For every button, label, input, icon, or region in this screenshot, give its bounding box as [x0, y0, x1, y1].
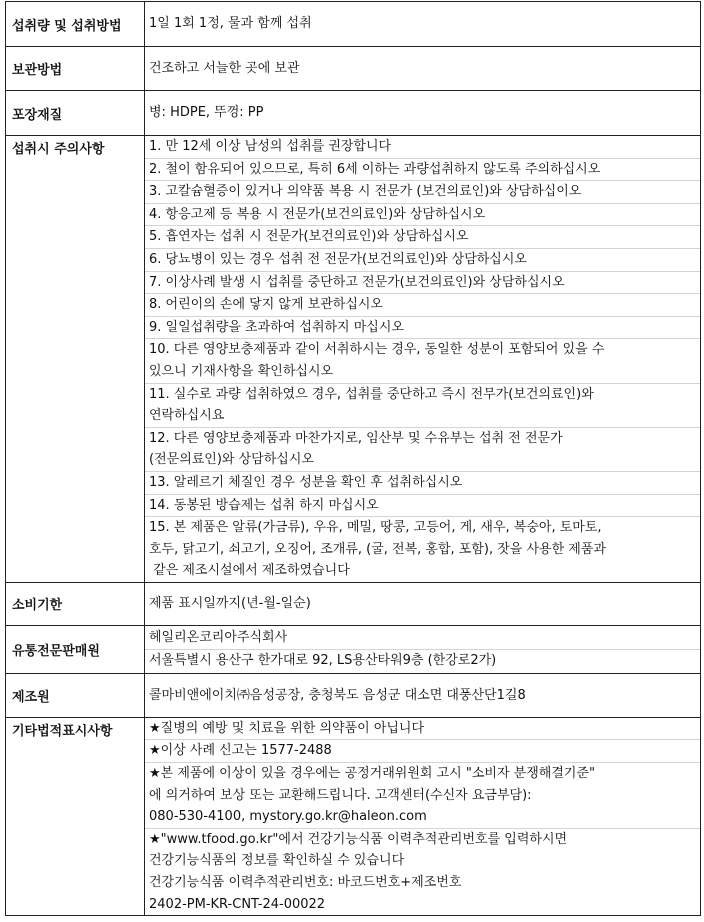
product-info-table: [5, 1, 701, 916]
cautions-item-line: 13. 알레르기 체질인 경우 성분을 확인 후 섭취하십시오: [149, 474, 463, 490]
cautions-item: [145, 516, 700, 582]
cautions-item-line: 10. 다른 영양보충제품과 같이 서취하시는 경우, 동일한 성분이 포함되어 있을 수: [149, 342, 605, 358]
expiry-value: 제품 표시일까지(년-월-일순): [145, 582, 701, 625]
distributor-name: 헤일리온코리아주식회사: [149, 630, 288, 646]
cautions-item-line: 같은 제조시설에서 제조하였습니다: [149, 563, 350, 579]
other-item-line: 건강기능식품 이력추적관리번호: 바코드번호+제조번호: [149, 875, 462, 891]
storage-label: 보관방법: [6, 47, 145, 91]
table-row: [6, 136, 701, 583]
cautions-item: [145, 203, 700, 226]
cautions-item: [145, 158, 700, 181]
table-row: [6, 673, 701, 717]
cautions-item-line: 14. 동봉된 방습제는 섭취 하지 마십시오: [149, 497, 379, 513]
table-row: [6, 625, 701, 673]
cautions-item-line: 9. 일일섭취량을 초과하여 섭취하지 마십시오: [149, 319, 404, 335]
distributor-value: [145, 625, 701, 673]
packaging-value: 병: HDPE, 뚜껑: PP: [145, 91, 701, 136]
cautions-item-line: 2. 철이 함유되어 있으므로, 특히 6세 이하는 과량섭취하지 않도록 주의하십시오: [149, 161, 601, 177]
cautions-item-line: 15. 본 제품은 알류(가금류), 우유, 메밀, 땅콩, 고등어, 게, 새우, 복숭아, 토마토,: [149, 520, 602, 536]
table-row: [6, 91, 701, 136]
cautions-item-line: 연락하십시요: [149, 408, 225, 424]
other-item-line: ★질병의 예방 및 치료을 위한 의약품이 아닙니다: [149, 720, 425, 736]
cautions-item-line: 4. 항응고제 등 복용 시 전문가(보건의료인)와 상담하십시오: [149, 206, 486, 222]
other-item-line: ★이상 사례 신고는 1577-2488: [149, 743, 332, 759]
cautions-item-line: 호두, 닭고기, 쇠고기, 오징어, 조개류, (굴, 전복, 홍합, 포함), 잣을 사용한 제품과: [149, 541, 606, 557]
other-list: [145, 717, 701, 915]
distributor-address: 서울특별시 용산구 한가대로 92, LS용산타워9층 (한강로2가): [145, 649, 700, 672]
cautions-item: [145, 427, 700, 471]
other-item: [145, 718, 700, 740]
cautions-item: [145, 225, 700, 248]
cautions-label: 섭취시 주의사항: [6, 136, 145, 583]
cautions-item: [145, 180, 700, 203]
cautions-item: [145, 248, 700, 271]
cautions-item-line: (전문의료인)와 상담하십시오: [149, 452, 314, 468]
manufacturer-value: 콜마비앤에이치㈜음성공장, 충청북도 음성군 대소면 대풍산단1길8: [145, 673, 701, 717]
cautions-item: [145, 494, 700, 517]
other-item-line: 건강기능식품의 정보를 확인하실 수 있습니다: [149, 853, 405, 869]
dosage-value: 1일 1회 1정, 물과 함께 섭취: [145, 2, 701, 47]
other-item: [145, 828, 700, 915]
manufacturer-label: 제조원: [6, 673, 145, 717]
packaging-label: 포장재질: [6, 91, 145, 136]
cautions-item: [145, 471, 700, 494]
cautions-item-line: 6. 당뇨병이 있는 경우 섭취 전 전문가(보건의료인)와 상담하십시오: [149, 251, 527, 267]
other-item-line: ★"www.tfood.go.kr"에서 건강기능식품 이력추적관리번호를 입력하시면: [149, 831, 568, 847]
other-item-line: 2402-PM-KR-CNT-24-00022: [149, 896, 326, 912]
cautions-item-line: 11. 실수로 과량 섭취하였으 경우, 섭취를 중단하고 즉시 전무가(보건의료인)와: [149, 386, 594, 402]
cautions-item-line: 8. 어린이의 손에 닿지 않게 보관하십시오: [149, 297, 383, 313]
cautions-item: [145, 293, 700, 316]
distributor-label: 유통전문판매원: [6, 625, 145, 673]
other-item-line: 에 의거하여 보상 또는 교환해드립니다. 고객센터(수신자 요금부담):: [149, 787, 532, 803]
cautions-item-line: 12. 다른 영양보충제품과 마찬가지로, 임산부 및 수유부는 섭취 전 전문가: [149, 430, 563, 446]
storage-value: 건조하고 서늘한 곳에 보관: [145, 47, 701, 91]
other-item-line: ★본 제품에 이상이 있을 경우에는 공정거래위원회 고시 "소비자 분쟁해결기준": [149, 766, 595, 782]
other-item: [145, 762, 700, 828]
cautions-item: [145, 136, 700, 158]
cautions-list: [145, 136, 701, 583]
table-row: [6, 47, 701, 91]
cautions-item-line: 7. 이상사례 발생 시 섭취를 중단하고 전문가(보건의료인)와 상담하십시오: [149, 274, 565, 290]
table-row: [6, 2, 701, 47]
cautions-item-line: 5. 흡연자는 섭취 시 전문가(보건의료인)와 상담하십시오: [149, 229, 469, 245]
other-label: 기타법적표시사항: [6, 717, 145, 915]
other-item: [145, 739, 700, 762]
cautions-item: [145, 316, 700, 339]
dosage-label: 섭취량 및 섭취방법: [6, 2, 145, 47]
cautions-item: [145, 271, 700, 294]
expiry-label: 소비기한: [6, 582, 145, 625]
cautions-item-line: 1. 만 12세 이상 남성의 섭취를 권장합니다: [149, 139, 392, 154]
cautions-item-line: 있으니 기재사항을 확인하십시오: [149, 363, 334, 379]
cautions-item: [145, 383, 700, 427]
cautions-item-line: 3. 고칼슘혈증이 있거나 의약품 복용 시 전문가 (보건의료인)와 상담하십이오: [149, 184, 582, 200]
cautions-item: [145, 338, 700, 382]
other-item-line: 080-530-4100, mystory.go.kr@haleon.com: [149, 809, 427, 825]
table-row: [6, 717, 701, 915]
table-row: [6, 582, 701, 625]
